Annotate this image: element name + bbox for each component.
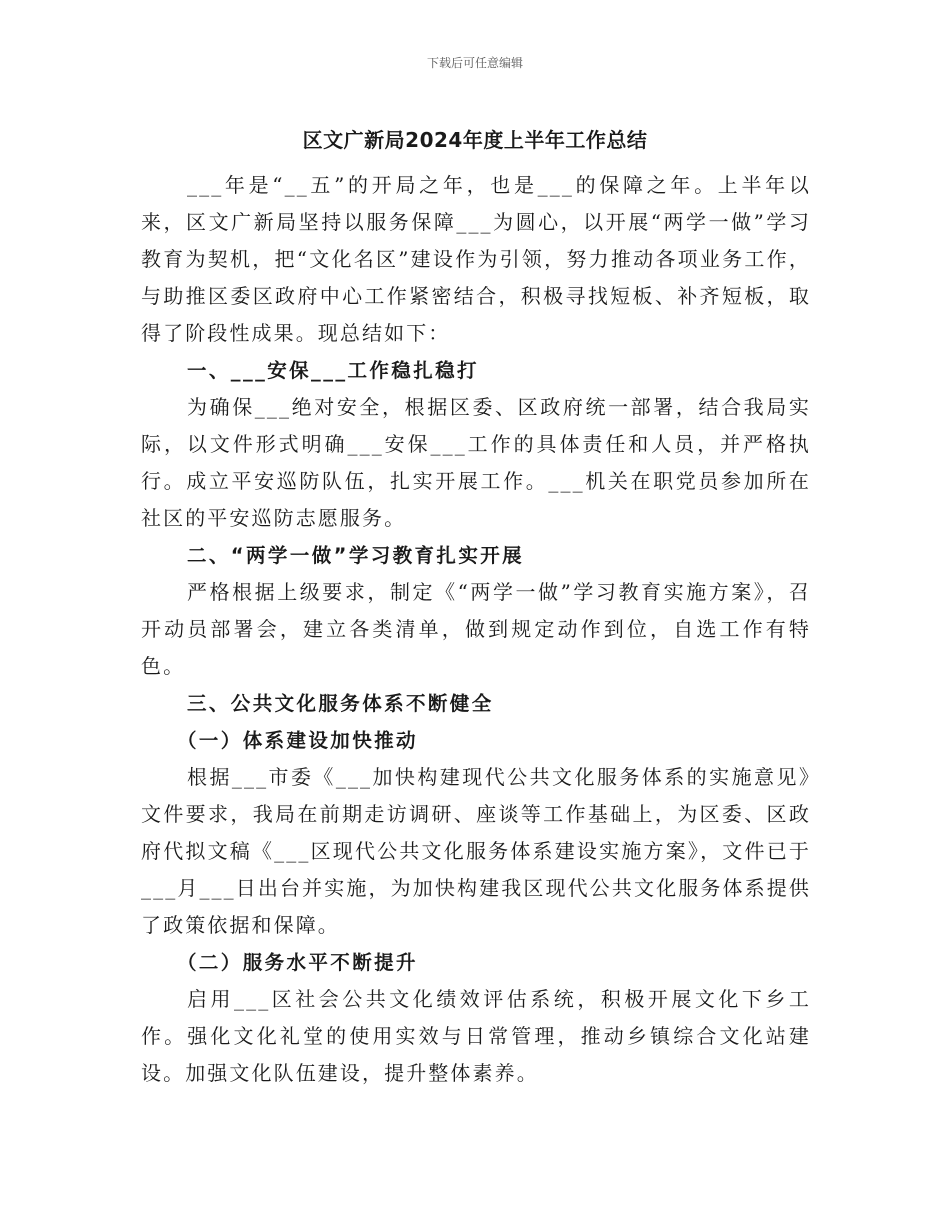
section-1-paragraph: 为确保___绝对安全，根据区委、区政府统一部署，结合我局实际，以文件形式明确___安保___工作的具体责任和人员，并严格执行。成立平安巡防队伍，扎实开展工作。___机关在职党员参加所在社区的平安巡防志愿服务。 [141, 395, 811, 530]
subsection-3-2-heading: （二）服务水平不断提升 [177, 951, 418, 974]
document-body [141, 167, 811, 1092]
document-title: 区文广新局2024年度上半年工作总结 [302, 128, 648, 152]
subsection-3-2-paragraph: 启用___区社会公共文化绩效评估系统，积极开展文化下乡工作。强化文化礼堂的使用实效与日常管理，推动乡镇综合文化站建设。加强文化队伍建设，提升整体素养。 [141, 987, 811, 1085]
intro-paragraph: ___年是“__五”的开局之年，也是___的保障之年。上半年以来，区文广新局坚持以服务保障___为圆心，以开展“两学一做”学习教育为契机，把“文化名区”建设作为引领，努力推动各项业务工作，与助推区委区政府中心工作紧密结合，积极寻找短板、补齐短板，取得了阶段性成果。现总结如下： [141, 173, 811, 345]
subsection-3-1-heading: （一）体系建设加快推动 [177, 729, 418, 752]
section-2-paragraph: 严格根据上级要求，制定《“两学一做”学习教育实施方案》，召开动员部署会，建立各类清单，做到规定动作到位，自选工作有特色。 [141, 580, 811, 678]
section-3-heading: 三、公共文化服务体系不断健全 [187, 692, 494, 715]
section-1-heading: 一、___安保___工作稳扎稳打 [187, 359, 479, 382]
section-2-heading: 二、“两学一做”学习教育扎实开展 [187, 544, 525, 567]
header-note: 下载后可任意编辑 [426, 56, 523, 70]
subsection-3-1-paragraph: 根据___市委《___加快构建现代公共文化服务体系的实施意见》文件要求，我局在前期走访调研、座谈等工作基础上，为区委、区政府代拟文稿《___区现代公共文化服务体系建设实施方案》，文件已于___月___日出台并实施，为加快构建我区现代公共文化服务体系提供了政策依据和保障。 [141, 765, 811, 937]
